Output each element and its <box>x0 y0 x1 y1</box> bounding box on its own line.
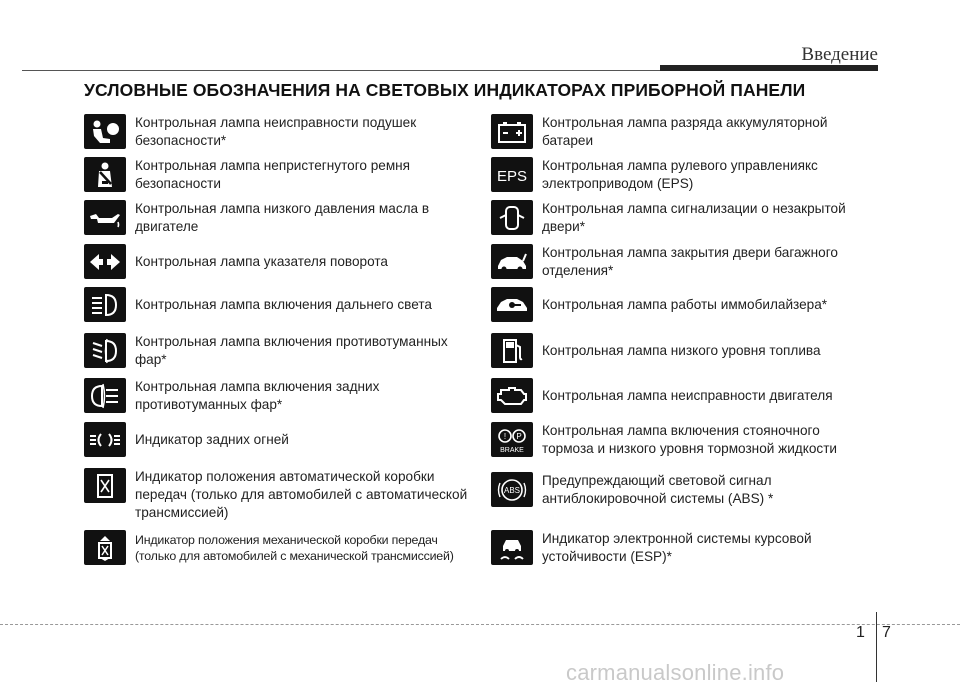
list-item <box>84 530 454 565</box>
list-item <box>491 157 818 193</box>
list-item <box>84 468 467 522</box>
list-item <box>491 530 812 566</box>
page-number-page: 7 <box>882 624 891 641</box>
list-item <box>84 378 379 414</box>
item-label: Индикатор задних огней <box>135 432 289 447</box>
page-separator <box>876 612 877 682</box>
oil-pressure-icon <box>84 200 126 235</box>
seatbelt-warning-icon <box>84 157 126 192</box>
list-item <box>491 114 827 150</box>
item-label: Контрольная лампа рулевого управлениякс электроприводом (EPS) <box>542 158 818 191</box>
eps-icon-text: EPS <box>496 167 528 185</box>
item-label: Контрольная лампа неисправности подушек безопасности* <box>135 115 417 148</box>
abs-warning-icon <box>491 472 533 507</box>
item-label: Индикатор электронной системы курсовой устойчивости (ESP)* <box>542 531 812 564</box>
svg-text:P: P <box>516 431 522 441</box>
item-label: Контрольная лампа включения стояночного тормоза и низкого уровня тормозной жидкости <box>542 423 838 456</box>
eps-icon <box>491 157 533 192</box>
brake-warning-icon <box>491 422 533 457</box>
fuel-level-icon <box>491 333 533 368</box>
item-label: Индикатор положения механической коробки передач (только для автомобилей с механической трансмиссией) <box>135 533 454 563</box>
check-engine-icon <box>491 378 533 413</box>
item-label: Контрольная лампа низкого уровня топлива <box>542 343 821 358</box>
esp-icon <box>491 530 533 565</box>
abs-icon-text: ABS <box>503 485 521 495</box>
item-label: Контрольная лампа указателя поворота <box>135 254 388 269</box>
immobilizer-icon <box>491 287 533 322</box>
list-item <box>84 333 448 369</box>
watermark: carmanualsonline.info <box>566 660 785 685</box>
list-item <box>491 472 773 508</box>
high-beam-icon <box>84 287 126 322</box>
item-label: Контрольная лампа включения противотуманных фар* <box>135 334 448 367</box>
front-fog-icon <box>84 333 126 368</box>
section-title: Введение <box>801 44 878 65</box>
item-label: Контрольная лампа непристегнутого ремня безопасности <box>135 158 411 191</box>
item-label: Контрольная лампа закрытия двери багажного отделения* <box>542 245 838 278</box>
item-label: Контрольная лампа включения задних противотуманных фар* <box>135 379 380 412</box>
list-item <box>84 244 388 279</box>
footer-dashed-rule <box>0 624 960 625</box>
list-item <box>84 287 432 322</box>
item-label: Контрольная лампа неисправности двигателя <box>542 388 833 403</box>
turn-signal-icon <box>84 244 126 279</box>
list-item <box>491 244 838 280</box>
svg-text:!: ! <box>503 431 507 441</box>
list-item <box>84 114 416 150</box>
list-item <box>84 157 410 193</box>
item-label: Индикатор положения автоматической коробки передач (только для автомобилей с автоматической трансмиссией) <box>135 469 468 520</box>
list-item <box>84 200 429 236</box>
list-item <box>84 422 289 457</box>
item-label: Контрольная лампа сигнализации о незакрытой двери* <box>542 201 846 234</box>
list-item <box>491 378 833 413</box>
tail-light-icon <box>84 422 126 457</box>
item-label: Контрольная лампа работы иммобилайзера* <box>542 297 828 312</box>
list-item <box>491 287 827 322</box>
list-item <box>491 333 821 368</box>
battery-icon <box>491 114 533 149</box>
list-item <box>491 422 837 458</box>
list-item <box>491 200 846 236</box>
airbag-warning-icon <box>84 114 126 149</box>
header-rule-thick <box>660 65 878 71</box>
page-number-chapter: 1 <box>856 624 865 641</box>
manual-gear-icon <box>84 530 126 565</box>
item-label: Контрольная лампа низкого давления масла в двигателе <box>135 201 430 234</box>
automatic-gear-icon <box>84 468 126 503</box>
brake-icon-text: BRAKE <box>500 446 524 454</box>
header-rule-thin <box>22 70 662 71</box>
page-heading: УСЛОВНЫЕ ОБОЗНАЧЕНИЯ НА СВЕТОВЫХ ИНДИКАТОРАХ ПРИБОРНОЙ ПАНЕЛИ <box>84 80 806 100</box>
door-open-icon <box>491 200 533 235</box>
trunk-open-icon <box>491 244 533 279</box>
item-label: Контрольная лампа разряда аккумуляторной батареи <box>542 115 828 148</box>
item-label: Предупреждающий световой сигнал антиблокировочной системы (ABS) * <box>542 473 774 506</box>
item-label: Контрольная лампа включения дальнего света <box>135 297 432 312</box>
rear-fog-icon <box>84 378 126 413</box>
